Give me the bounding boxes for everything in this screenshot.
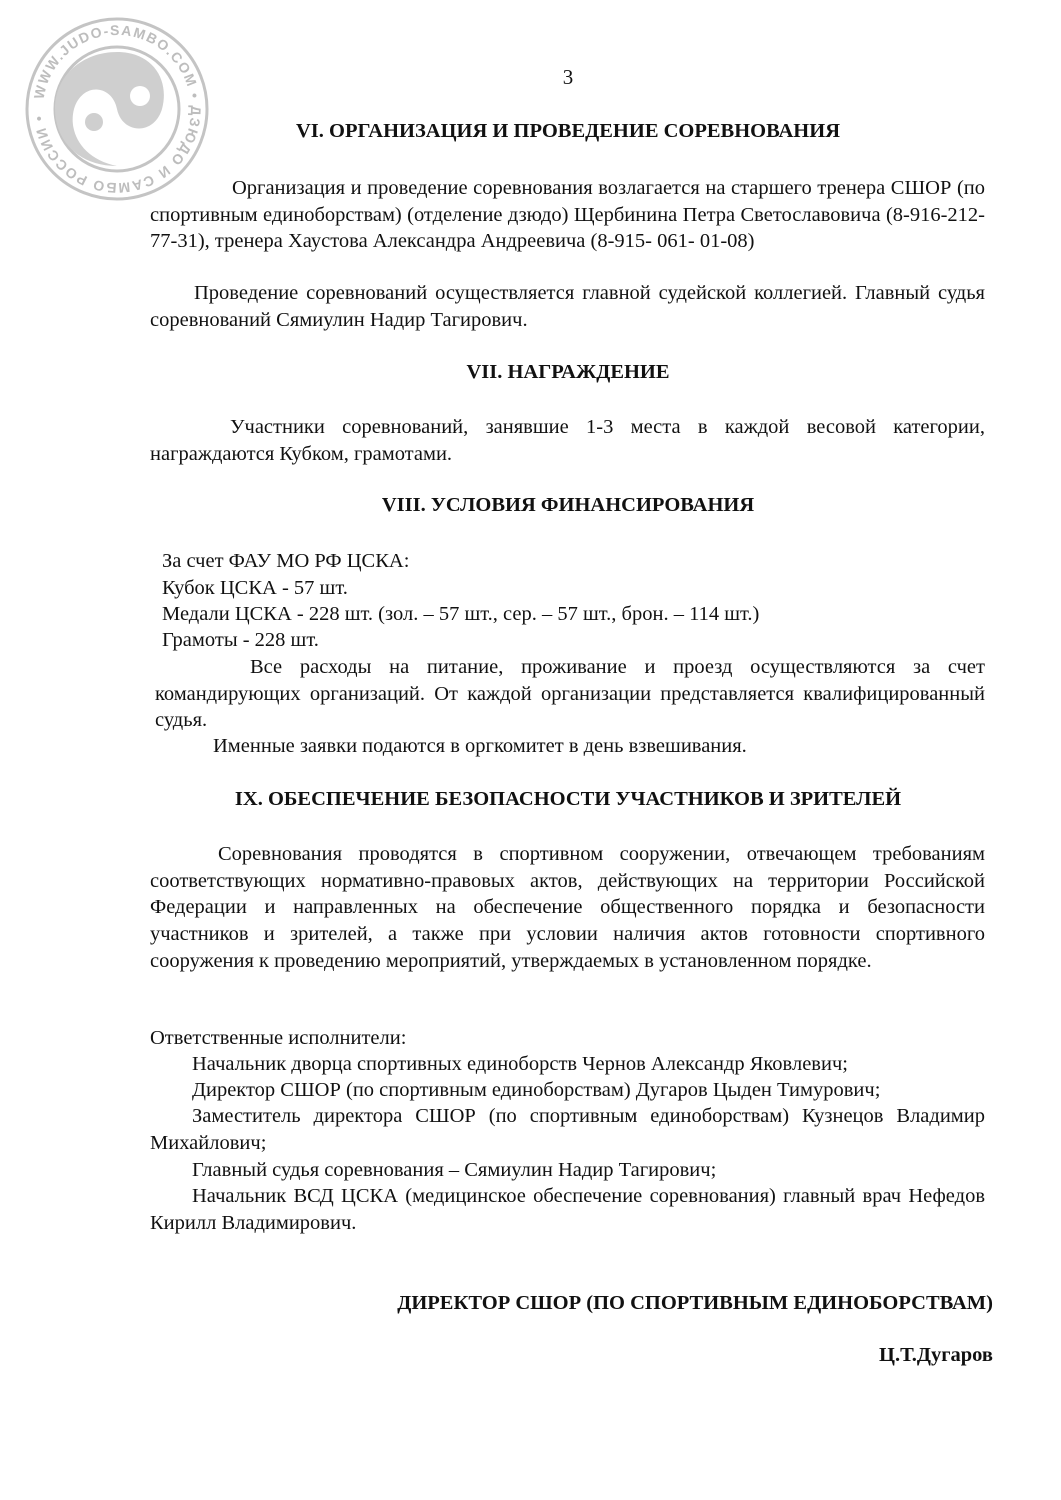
responsible-item-4: Главный судья соревнования – Сямиулин Надир Тагирович; — [192, 1159, 717, 1181]
responsible-item-1: Начальник дворца спортивных единоборств Чернов Александр Яковлевич; — [192, 1053, 848, 1075]
page-number: 3 — [562, 65, 574, 89]
funding-line-1: За счет ФАУ МО РФ ЦСКА: — [162, 550, 410, 572]
responsible-item-3: Заместитель директора СШОР (по спортивным единоборствам) Кузнецов Владимир Михайлович; — [150, 1105, 985, 1154]
responsible-item-5: Начальник ВСД ЦСКА (медицинское обеспечение соревнования) главный врач Нефедов Кирилл Владимирович. — [150, 1185, 985, 1234]
responsible-label: Ответственные исполнители: — [150, 1027, 407, 1049]
section-8-heading: VIII. УСЛОВИЯ ФИНАНСИРОВАНИЯ — [381, 494, 755, 516]
section-7-heading: VII. НАГРАЖДЕНИЕ — [466, 361, 670, 383]
section-8-paragraph-1: Все расходы на питание, проживание и проезд осуществляются за счет командирующих организаций. От каждой организации представляется квалифицированный судья. — [155, 656, 985, 732]
section-6-paragraph-1: Организация и проведение соревнования возлагается на старшего тренера СШОР (по спортивным единоборствам) (отделение дзюдо) Щербинина Петра Светославовича (8-916-212-77-31), тренера Хаустова Александра Андреевича (8-915- 061- 01-08) — [150, 177, 985, 253]
funding-line-3: Медали ЦСКА - 228 шт. (зол. – 57 шт., сер. – 57 шт., брон. – 114 шт.) — [162, 603, 760, 625]
watermark-ring-text: WWW.JUDO-SAMBO.COM • ДЗЮДО И САМБО РОССИИ • — [30, 21, 205, 197]
section-9-heading: IX. ОБЕСПЕЧЕНИЕ БЕЗОПАСНОСТИ УЧАСТНИКОВ И ЗРИТЕЛЕЙ — [234, 788, 902, 810]
signature-title: ДИРЕКТОР СШОР (ПО СПОРТИВНЫМ ЕДИНОБОРСТВАМ) — [397, 1292, 993, 1314]
section-6-heading: VI. ОРГАНИЗАЦИЯ И ПРОВЕДЕНИЕ СОРЕВНОВАНИЯ — [295, 120, 841, 142]
section-6-paragraph-2: Проведение соревнований осуществляется главной судейской коллегией. Главный судья соревнований Сямиулин Надир Тагирович. — [150, 282, 985, 331]
responsible-item-2: Директор СШОР (по спортивным единоборствам) Дугаров Цыден Тимурович; — [192, 1079, 881, 1101]
funding-line-4: Грамоты - 228 шт. — [162, 629, 319, 651]
section-9-paragraph-1: Соревнования проводятся в спортивном сооружении, отвечающем требованиям соответствующих нормативно-правовых актов, действующих на территории Российской Федерации и направленных на обеспечение общественного порядка и безопасности участников и зрителей, а также при условии наличия актов готовности спортивного сооружения к проведению мероприятий, утверждаемых в установленном порядке. — [150, 843, 985, 972]
section-8-paragraph-2: Именные заявки подаются в оргкомитет в день взвешивания. — [213, 735, 747, 757]
funding-line-2: Кубок ЦСКА - 57 шт. — [162, 577, 348, 599]
signature-name: Ц.Т.Дугаров — [879, 1344, 993, 1366]
section-7-paragraph-1: Участники соревнований, занявшие 1-3 места в каждой весовой категории, награждаются Кубком, грамотами. — [150, 416, 985, 465]
